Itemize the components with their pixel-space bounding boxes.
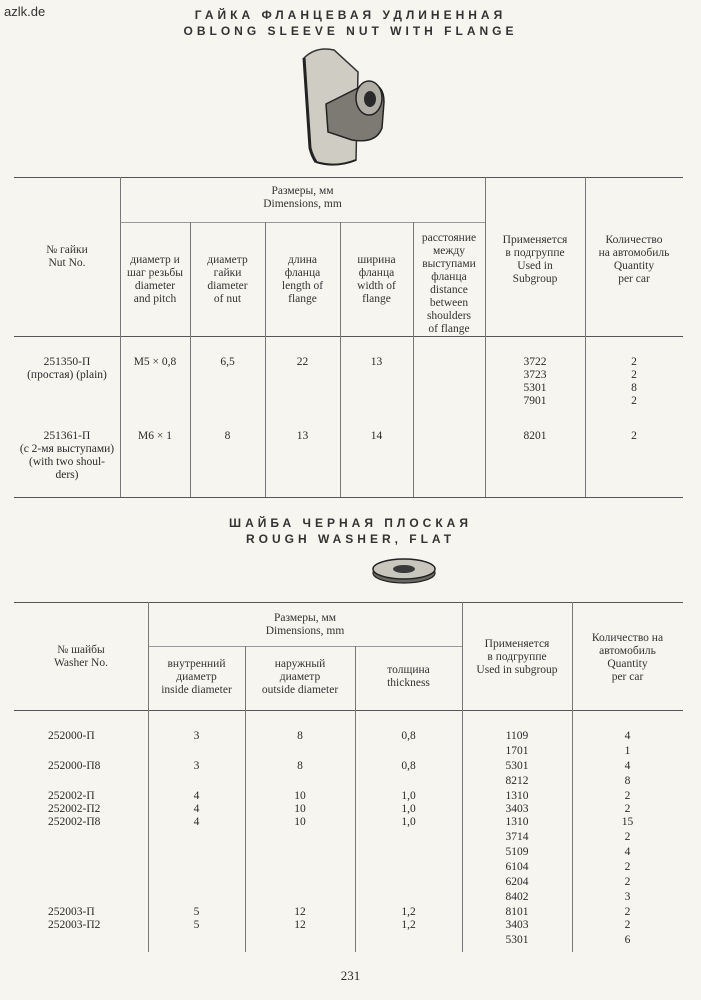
washer-number: 252002-П2 [48,803,101,815]
header-dimensions: Размеры, мм Dimensions, mm [263,185,342,210]
header-washer-no: № шайбы Washer No. [53,644,108,669]
thickness: 1,0 [401,790,416,802]
thickness: 0,8 [401,730,416,742]
header-flange-length: длина фланца length of flange [281,254,324,305]
outside-diameter: 10 [294,803,306,815]
nut-quantities: 2 2 8 2 [631,356,637,407]
subgroup-value: 3403 [505,919,529,931]
subgroup-value: 5301 [505,934,529,946]
header-nut-no: № гайки Nut No. [46,244,88,269]
quantity-value: 15 [621,816,634,828]
inside-diameter: 4 [193,816,200,828]
washer-number: 252002-П [48,790,95,802]
header-used-in: Применяется в подгруппе Used in Subgroup [502,234,568,285]
subgroup-value: 3403 [505,803,529,815]
header-outside-diameter: наружный диаметр outside diameter [261,658,339,696]
subgroup-value: 1701 [505,745,529,757]
outside-diameter: 10 [294,816,306,828]
quantity-value: 2 [624,876,631,888]
flange-width: 14 [370,430,383,442]
quantity-value: 4 [624,730,631,742]
flange-width: 13 [370,356,383,368]
header-flange-width: ширина фланца width of flange [357,254,396,305]
subgroup-value: 8212 [505,775,529,787]
header-nut-diameter: диаметр гайки diameter of nut [207,254,248,305]
nut-subgroups: 3722 3723 5301 7901 [523,356,547,407]
header-shoulder-distance: расстояние между выступами фланца distance between shoulders of flange [421,232,477,335]
header-thickness: толщина thickness [387,664,430,689]
nut-diameter: 6,5 [220,356,235,368]
washer-number: 252002-П8 [48,816,101,828]
thickness: 1,2 [401,919,416,931]
inside-diameter: 3 [193,730,200,742]
thickness: 1,2 [401,906,416,918]
flange-length: 22 [296,356,309,368]
thickness: 1,0 [401,803,416,815]
subgroup-value: 1310 [505,790,529,802]
subgroup-value: 8402 [505,891,529,903]
flange-length: 13 [296,430,309,442]
quantity-value: 1 [624,745,631,757]
nut-number: 251361-П (с 2-мя выступами) (with two shoul- ders) [19,430,115,481]
outside-diameter: 12 [294,919,306,931]
quantity-value: 2 [624,831,631,843]
subgroup-value: 1310 [505,816,529,828]
quantity-value: 2 [624,861,631,873]
quantity-value: 2 [624,790,631,802]
subgroup-value: 5301 [505,760,529,772]
quantity-value: 4 [624,846,631,858]
nut-diameter: 8 [224,430,231,442]
nut-thread: M6 × 1 [138,430,172,442]
quantity-value: 8 [624,775,631,787]
washer-number: 252000-П8 [48,760,101,772]
header-dimensions: Размеры, мм Dimensions, mm [265,612,345,637]
watermark: azlk.de [4,4,46,19]
inside-diameter: 3 [193,760,200,772]
section1-title-en: OBLONG SLEEVE NUT WITH FLANGE [183,24,518,38]
section2-title-en: ROUGH WASHER, FLAT [245,532,456,546]
nut-quantities: 2 [631,430,637,442]
inside-diameter: 5 [193,919,200,931]
sleeve-nut-illustration [296,44,390,168]
header-thread: диаметр и шаг резьбы diameter and pitch [127,254,183,305]
header-inside-diameter: внутренний диаметр inside diameter [161,658,232,696]
quantity-value: 2 [624,906,631,918]
header-used-in: Применяется в подгруппе Used in subgroup [476,638,558,676]
inside-diameter: 5 [193,906,200,918]
outside-diameter: 8 [297,760,303,772]
nut-number: 251350-П (простая) (plain) [27,356,107,381]
thickness: 1,0 [401,816,416,828]
nut-thread: M5 × 0,8 [133,356,177,368]
washer-number: 252003-П [48,906,95,918]
header-quantity: Количество на автомобиль Quantity per car [591,632,664,683]
quantity-value: 3 [624,891,631,903]
inside-diameter: 4 [193,790,200,802]
quantity-value: 2 [624,919,631,931]
section2-title-ru: ШАЙБА ЧЕРНАЯ ПЛОСКАЯ [229,516,472,530]
quantity-value: 4 [624,760,631,772]
subgroup-value: 6204 [505,876,529,888]
quantity-value: 2 [624,803,631,815]
nut-subgroups: 8201 [523,430,547,442]
thickness: 0,8 [401,760,416,772]
quantity-value: 6 [624,934,631,946]
header-quantity: Количество на автомобиль Quantity per car [598,234,670,285]
subgroup-value: 8101 [505,906,529,918]
outside-diameter: 10 [294,790,306,802]
subgroup-value: 5109 [505,846,529,858]
outside-diameter: 8 [297,730,303,742]
section1-title-ru: ГАЙКА ФЛАНЦЕВАЯ УДЛИНЕННАЯ [194,8,507,22]
washer-number: 252003-П2 [48,919,101,931]
washer-number: 252000-П [48,730,95,742]
subgroup-value: 1109 [505,730,529,742]
subgroup-value: 6104 [505,861,529,873]
inside-diameter: 4 [193,803,200,815]
subgroup-value: 3714 [505,831,529,843]
outside-diameter: 12 [294,906,306,918]
washer-illustration [370,556,438,586]
page-number: 231 [340,968,361,983]
